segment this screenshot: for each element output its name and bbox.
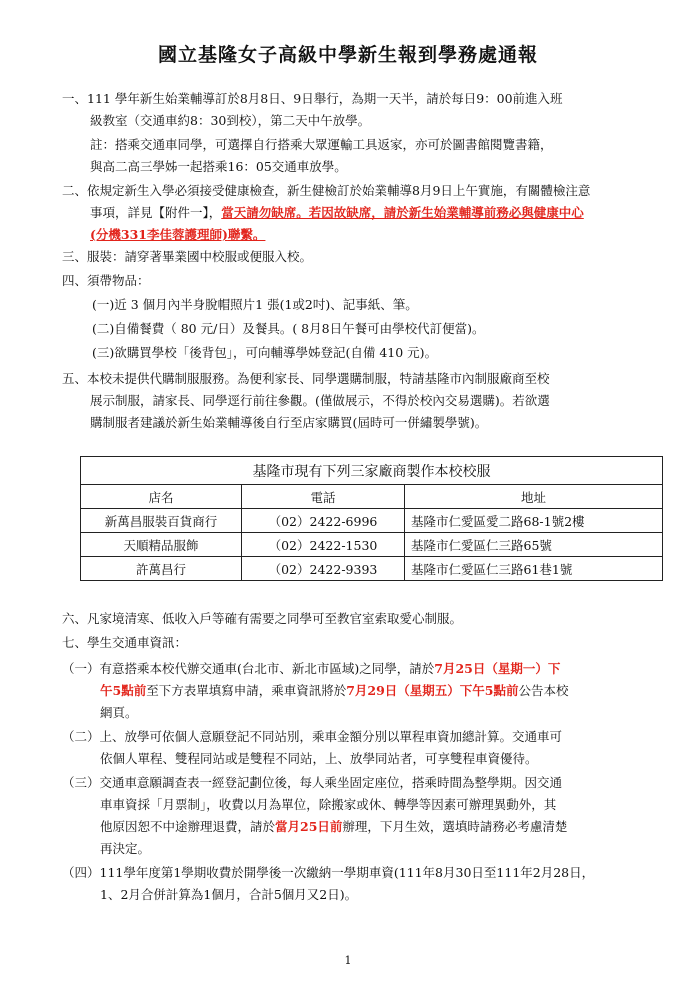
item-3-text-b: 辦理，下月生效，選填時請務必考慮清楚	[342, 819, 568, 834]
section-2-line-2a: 事項，詳見【附件一】，	[90, 205, 222, 220]
uniform-vendor-table	[80, 456, 663, 581]
section-4-item-1: (一)近 3 個月內半身脫帽照片1 張(1或2吋)、記事紙、筆。	[92, 297, 418, 312]
item-3-text-a: 他原因恕不中途辦理退費，請於	[100, 819, 276, 834]
section-7-item-3-line-3	[100, 818, 567, 836]
deadline-date-1: 7月25日（星期一）下	[434, 661, 561, 676]
section-2-line-1: 二、依規定新生入學必須接受健康檢查，新生健檢訂於始業輔導8月9日上午實施，有關體檢注意	[62, 183, 591, 198]
section-1-note-1: 註：搭乘交通車同學，可選擇自行搭乘大眾運輸工具返家，亦可於圖書館閱覽書籍，	[90, 137, 553, 152]
header-shop-name: 店名	[81, 485, 242, 509]
page-title: 國立基隆女子高級中學新生報到學務處通報	[157, 44, 538, 66]
header-address: 地址	[405, 485, 663, 509]
item-1-text-c: 公告本校	[518, 683, 569, 698]
section-3-dress-code: 三、服裝：請穿著畢業國中校服或便服入校。	[62, 249, 313, 264]
section-4-item-3: (三)欲購買學校「後背包」，可向輔導學姊登記(自備 410 元)。	[92, 345, 438, 360]
absence-warning: 當天請勿缺席。若因故缺席，請於新生始業輔導前務必與健康中心	[221, 205, 584, 220]
shop-name-cell: 許萬昌行	[81, 557, 242, 581]
section-7-item-4-line-2: 1、2月合併計算為1個月，合計5個月又2日)。	[100, 887, 358, 902]
table-header-row	[81, 485, 663, 509]
address-cell: 基隆市仁愛區愛二路68-1號2樓	[405, 509, 663, 533]
section-7-heading: 七、學生交通車資訊：	[62, 635, 188, 650]
section-7-item-4-line-1: （四）111學年度第1學期收費於開學後一次繳納一學期車資(111年8月30日至111年2月28日，	[62, 865, 595, 880]
section-7-item-1-line-1	[62, 660, 560, 678]
section-2-line-3	[90, 226, 265, 244]
section-7-item-3-line-4: 再決定。	[100, 841, 151, 856]
nurse-contact: (分機331李佳蓉護理師)	[90, 227, 228, 242]
section-5-line-2: 展示制服，請家長、同學逕行前往參觀。(僅做展示，不得於校內交易選購)。若欲選	[90, 393, 550, 408]
section-7-item-1-line-2	[100, 682, 569, 700]
page-number: 1	[344, 954, 352, 967]
phone-cell: （02）2422-9393	[242, 557, 405, 581]
address-cell: 基隆市仁愛區仁三路65號	[405, 533, 663, 557]
section-1-line-1: 一、111 學年新生始業輔導訂於8月8日、9日舉行，為期一天半，請於每日9：00前進入班	[62, 91, 563, 106]
section-1-line-2: 級教室（交通車約8：30到校），第二天中午放學。	[90, 113, 371, 128]
section-2-line-2	[90, 204, 584, 222]
address-cell: 基隆市仁愛區仁三路61巷1號	[405, 557, 663, 581]
phone-cell: （02）2422-6996	[242, 509, 405, 533]
phone-cell: （02）2422-1530	[242, 533, 405, 557]
section-1-note-2: 與高二高三學姊一起搭乘16：05交通車放學。	[90, 159, 347, 174]
shop-name-cell: 天順精品服飾	[81, 533, 242, 557]
section-4-item-2: (二)自備餐費（ 80 元/日）及餐具。( 8月8日午餐可由學校代訂便當)。	[92, 321, 485, 336]
item-1-text-a: （一）有意搭乘本校代辦交通車(台北市、新北市區域)之同學，請於	[62, 661, 435, 676]
section-7-item-3-line-1: （三）交通車意願調查表一經登記劃位後，每人乘坐固定座位，搭乘時間為整學期。因交通	[62, 775, 563, 790]
section-7-item-2-line-1: （二）上、放學可依個人意願登記不同站別，乘車金額分別以單程車資加總計算。交通車可	[62, 729, 563, 744]
table-row	[81, 509, 663, 533]
header-phone: 電話	[242, 485, 405, 509]
deadline-time-1: 午5點前	[100, 683, 147, 698]
section-5-line-1: 五、本校未提供代購制服服務。為便利家長、同學選購制服，特請基隆市內制服廠商至校	[62, 371, 550, 386]
table-caption: 基隆市現有下列三家廠商製作本校校服	[81, 457, 663, 485]
deadline-monthly: 當月25日前	[275, 819, 343, 834]
section-6-charity-uniform: 六、凡家境清寒、低收入戶等確有需要之同學可至教官室索取愛心制服。	[62, 611, 463, 626]
section-7-item-1-line-3: 網頁。	[100, 705, 138, 720]
announce-date: 7月29日（星期五）下午5點前	[346, 683, 519, 698]
shop-name-cell: 新萬昌服裝百貨商行	[81, 509, 242, 533]
section-7-item-2-line-2: 依個人單程、雙程同站或是雙程不同站，上、放學同站者，可享雙程車資優待。	[100, 751, 538, 766]
section-5-line-3: 購制服者建議於新生始業輔導後自行至店家購買(屆時可一併繡製學號)。	[90, 415, 488, 430]
table-row	[81, 533, 663, 557]
section-7-item-3-line-2: 車車資採「月票制」，收費以月為單位，除搬家或休、轉學等因素可辦理異動外，其	[100, 797, 557, 812]
contact-suffix: 聯繫。	[227, 227, 266, 242]
section-4-heading: 四、須帶物品：	[62, 273, 150, 288]
item-1-text-b: 至下方表單填寫申請，乘車資訊將於	[146, 683, 347, 698]
table-row	[81, 557, 663, 581]
